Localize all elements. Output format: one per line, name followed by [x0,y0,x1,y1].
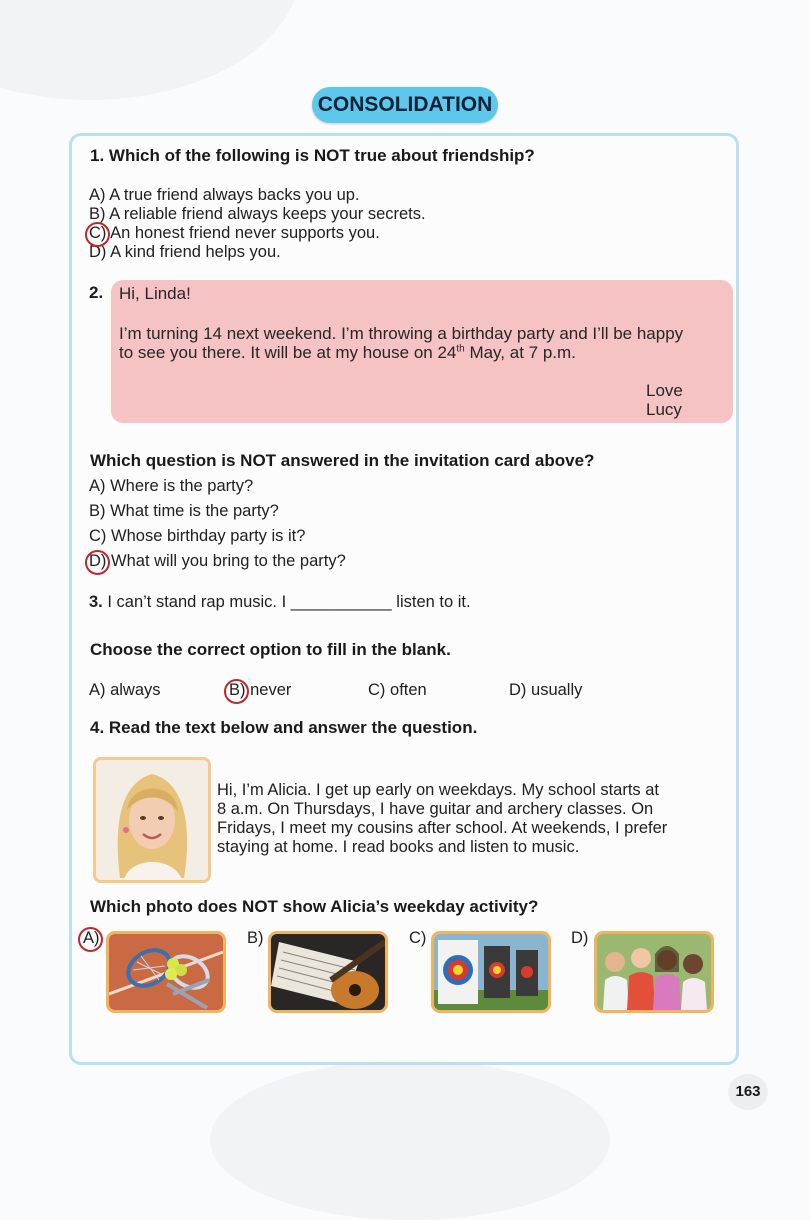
q1-option-d: D) A kind friend helps you. [89,243,281,261]
card-greeting: Hi, Linda! [119,284,191,303]
q1-option-b: B) A reliable friend always keeps your secrets. [89,205,426,223]
answer-circle-q2 [85,550,110,575]
section-title: CONSOLIDATION [312,87,498,123]
q1-option-a: A) A true friend always backs you up. [89,186,360,204]
q3-blank: ___________ [290,593,392,611]
q2-option-b: B) What time is the party? [89,502,279,520]
q2-number: 2. [89,283,104,302]
cousins-photo [594,931,714,1013]
card-body-line2: to see you there. It will be at my house on 24th May, at 7 p.m. [119,343,576,362]
alicia-text-line: staying at home. I read books and listen to music. [217,838,580,856]
answer-circle-q3 [224,679,249,704]
q2-option-d: D) What will you bring to the party? [89,552,346,570]
photo-label-b: B) [247,929,264,947]
q3-option-a: A) always [89,681,161,699]
invitation-card [111,280,733,423]
q3-sentence: 3. I can’t stand rap music. I ___________ listen to it. [89,593,471,611]
page-number: 163 [728,1074,768,1110]
answer-circle-q4 [78,927,103,952]
card-closing: Love [646,381,683,400]
background-shape [210,1060,610,1220]
guitar-photo [268,931,388,1013]
archery-photo [431,931,551,1013]
alicia-text-line: Hi, I’m Alicia. I get up early on weekdays. My school starts at [217,781,660,799]
alicia-text-line: 8 a.m. On Thursdays, I have guitar and archery classes. On [217,800,654,818]
q2-option-a: A) Where is the party? [89,477,254,495]
alicia-portrait [93,757,211,883]
q4-instruction: 4. Read the text below and answer the question. [90,718,478,737]
q3-option-c: C) often [368,681,427,699]
q1-option-c: C) An honest friend never supports you. [89,224,380,242]
q3-option-b: B) never [229,681,292,699]
answer-circle-q1 [85,222,110,247]
photo-label-a: A) [83,929,100,947]
q3-instruction: Choose the correct option to fill in the blank. [90,640,451,659]
photo-label-d: D) [571,929,589,947]
background-shape [0,0,300,100]
card-body-line1: I’m turning 14 next weekend. I’m throwing a birthday party and I’ll be happy [119,324,684,343]
tennis-photo [106,931,226,1013]
q1-question: 1. Which of the following is NOT true about friendship? [90,146,535,165]
q2-question: Which question is NOT answered in the invitation card above? [90,451,595,470]
q2-option-c: C) Whose birthday party is it? [89,527,306,545]
alicia-text-line: Fridays, I meet my cousins after school. At weekends, I prefer [217,819,668,837]
photo-label-c: C) [409,929,427,947]
card-signature: Lucy [646,400,682,419]
q4-question: Which photo does NOT show Alicia’s weekday activity? [90,897,539,916]
q3-option-d: D) usually [509,681,583,699]
